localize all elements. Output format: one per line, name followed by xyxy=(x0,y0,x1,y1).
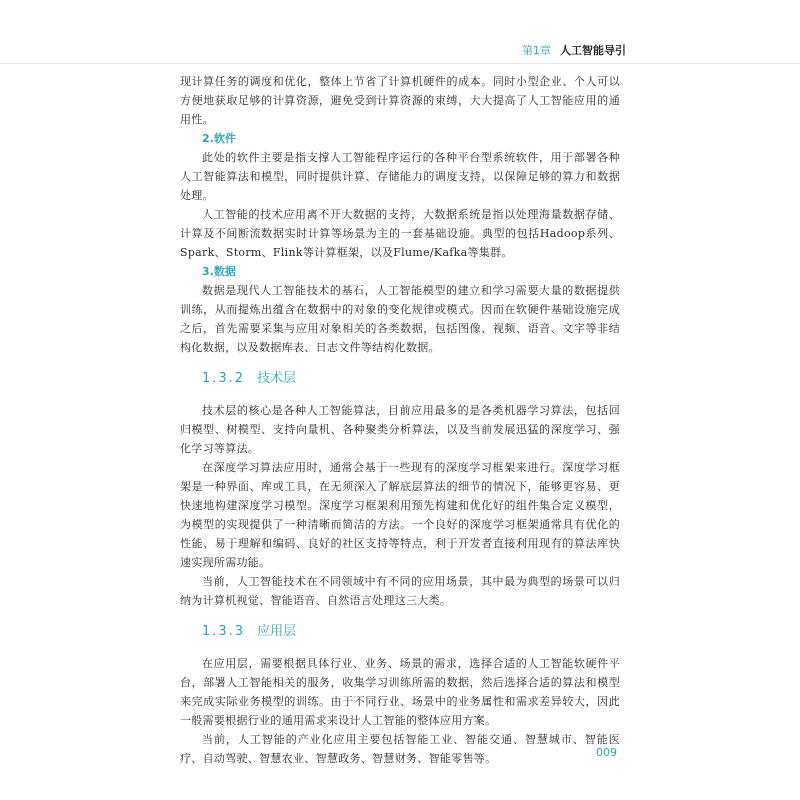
page-header xyxy=(0,42,800,62)
section-number: 1.3.3 xyxy=(202,624,246,639)
header-rule xyxy=(0,63,800,64)
page-number: 009 xyxy=(596,746,617,759)
section-heading-1-3-2 xyxy=(202,369,620,389)
page-body xyxy=(180,72,620,768)
section-title: 技术层 xyxy=(257,371,297,386)
section-heading-1-3-3 xyxy=(202,622,620,642)
paragraph-data: 数据是现代人工智能技术的基石，人工智能模型的建立和学习需要大量的数据提供训练，从而提炼出蕴含在数据中的对象的变化规律或模式。因而在软硬件基础设施完成之后，首先需要采集与应用对象相关的各类数据，包括图像、视频、语音、文字等非结构化数据，以及数据库表、日志文件等结构化数据。 xyxy=(180,284,620,354)
paragraph-tech-3: 当前，人工智能技术在不同领域中有不同的应用场景，其中最为典型的场景可以归纳为计算机视觉、智能语音、自然语言处理这三大类。 xyxy=(180,575,620,607)
paragraph-intro: 现计算任务的调度和优化，整体上节省了计算机硬件的成本。同时小型企业、个人可以方便地获取足够的计算资源，避免受到计算资源的束缚，大大提高了人工智能应用的通用性。 xyxy=(180,75,620,126)
subheading-data: 3.数据 xyxy=(202,265,236,278)
paragraph-app-1: 在应用层，需要根据具体行业、业务、场景的需求，选择合适的人工智能软硬件平台，部署人工智能相关的服务，收集学习训练所需的数据，然后选择合适的算法和模型来完成实际业务模型的训练。由于不同行业、场景中的业务属性和需求差异较大，因此一般需要根据行业的通用需求来设计人工智能的整体应用方案。 xyxy=(180,657,620,727)
paragraph-software-1: 此处的软件主要是指支撑人工智能程序运行的各种平台型系统软件，用于部署各种人工智能算法和模型，同时提供计算、存储能力的调度支持，以保障足够的算力和数据处理。 xyxy=(180,151,620,202)
subheading-software: 2.软件 xyxy=(202,132,236,145)
chapter-title: 人工智能导引 xyxy=(560,44,626,57)
paragraph-app-2: 当前，人工智能的产业化应用主要包括智能工业、智能交通、智慧城市、智能医疗、自动驾驶、智慧农业、智慧政务、智慧财务、智能零售等。 xyxy=(180,733,620,765)
section-number: 1.3.2 xyxy=(202,371,246,386)
chapter-label: 第1章 xyxy=(522,44,551,57)
paragraph-tech-2: 在深度学习算法应用时，通常会基于一些现有的深度学习框架来进行。深度学习框架是一种界面、库或工具，在无须深入了解底层算法的细节的情况下，能够更容易、更快速地构建深度学习模型。深度学习框架利用预先构建和优化好的组件集合定义模型，为模型的实现提供了一种清晰而简洁的方法。一个良好的深度学习框架通常具有优化的性能、易于理解和编码、良好的社区支持等特点，利于开发者直接利用现有的算法库快速实现所需功能。 xyxy=(180,461,620,569)
paragraph-software-2: 人工智能的技术应用离不开大数据的支持，大数据系统是指以处理海量数据存储、计算及不间断流数据实时计算等场景为主的一套基础设施。典型的包括Hadoop系列、Spark、Storm、Flink等计算框架，以及Flume/Kafka等集群。 xyxy=(180,208,620,259)
paragraph-tech-1: 技术层的核心是各种人工智能算法，目前应用最多的是各类机器学习算法，包括回归模型、树模型、支持向量机、各种聚类分析算法，以及当前发展迅猛的深度学习、强化学习等算法。 xyxy=(180,404,620,455)
section-title: 应用层 xyxy=(257,624,297,639)
